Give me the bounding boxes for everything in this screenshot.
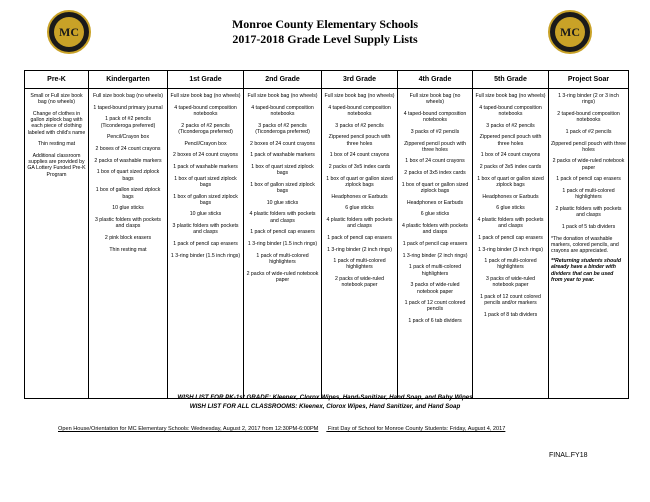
supply-column — [473, 89, 549, 399]
supply-item: 4 taped-bound composition notebooks — [403, 110, 467, 124]
supply-item: 1 box of 24 count crayons — [329, 152, 390, 159]
supply-item: 1 pack of pencil cap erasers — [250, 229, 315, 236]
column-heading: 1st Grade — [168, 71, 244, 89]
supply-item: Full size book bag (no wheels) — [475, 93, 546, 99]
column-heading: 5th Grade — [473, 71, 549, 89]
supply-item: 1 box of gallon sized ziplock bags — [95, 187, 161, 200]
supply-item: 1 box of quart sized ziplock bags — [96, 169, 160, 182]
supply-item: 1 3-ring binder (3 inch rings) — [478, 246, 543, 253]
supply-item: 4 taped-bound composition notebooks — [251, 104, 314, 117]
supply-item: 1 3-ring binder (1.5 inch rings) — [247, 241, 318, 248]
supply-item: Zippered pencil pouch with three holes — [551, 140, 626, 153]
supply-item: 3 packs of #2 pencils — [486, 122, 535, 129]
supply-item: 1 pack of 12 count colored pencils and/or markers — [480, 294, 541, 307]
supply-item: 3 packs of wide-ruled notebook paper — [410, 282, 460, 295]
supply-item: 2 packs of #2 pencils (Ticonderoga preferred) — [178, 122, 233, 135]
supply-item: 2 boxes of 24 count crayons — [173, 152, 238, 159]
supply-item: 1 pack of 6 tab dividers — [408, 318, 462, 325]
open-house-date: Open House/Orientation for MC Elementary Schools: Wednesday, August 2, 2017 from 12:30PM-6:00PM — [58, 426, 319, 432]
supply-item: 6 glue sticks — [496, 205, 525, 212]
page-title — [0, 17, 650, 47]
supply-item: Full size book bag (no wheels) — [324, 93, 395, 99]
supply-item: 3 packs of #2 pencils (Ticonderoga preferred) — [255, 122, 310, 135]
supply-item: 1 pack of multi-colored highlighters — [484, 258, 537, 271]
column-heading: 2nd Grade — [244, 71, 322, 89]
column-heading: Pre-K — [25, 71, 89, 89]
supply-item: 1 pack of washable markers — [173, 163, 238, 170]
supply-column — [168, 89, 244, 399]
supply-item: 1 box of 24 count crayons — [480, 152, 541, 159]
supply-item: 1 pack of #2 pencils — [565, 128, 612, 135]
supply-item: 3 plastic folders with pockets and clasps — [94, 216, 162, 230]
seal-monogram: MC — [54, 17, 84, 47]
supply-item: 1 box of gallon sized ziplock bags — [173, 193, 238, 206]
supply-item: 10 glue sticks — [266, 199, 299, 206]
supply-item: Headphones or Earbuds — [406, 199, 464, 206]
supply-item: Change of clothes in gallon ziplock bag with each piece of clothing labeled with child's name — [27, 110, 86, 136]
header-row — [25, 71, 629, 89]
supply-item: Pencil/Crayon box — [106, 134, 150, 141]
supply-item: 1 pack of 8 tab dividers — [483, 311, 538, 318]
supply-item: Small or Full size book bag (no wheels) — [30, 93, 83, 106]
supply-column — [89, 89, 168, 399]
supply-item: 4 taped-bound composition notebooks — [328, 104, 391, 117]
supply-item: 2 pink block erasers — [104, 234, 152, 241]
supply-item: 2 packs of wide-ruled notebook paper — [334, 276, 385, 289]
supply-item: 3 plastic folders with pockets and clasps — [172, 223, 239, 236]
supply-item: 6 glue sticks — [420, 211, 450, 218]
supply-item: 1 pack of pencil cap erasers — [478, 234, 543, 241]
supply-item: 1 pack of multi-colored highlighters — [256, 252, 309, 265]
supply-item: Thin resting mat — [109, 246, 147, 253]
supply-item: 1 box of quart or gallon sized ziplock bags — [477, 175, 544, 188]
supply-item: 4 plastic folders with pockets and clasps — [477, 216, 544, 230]
supply-item: 1 3-ring binder (1.5 inch rings) — [170, 252, 241, 259]
supply-item: 2 packs of 3x5 index cards — [328, 163, 391, 170]
supply-item: Headphones or Earbuds — [331, 193, 388, 200]
donation-note: *The donation of washable markers, colored pencils, and crayons are appreciated. — [551, 235, 619, 254]
supply-item: 3 packs of #2 pencils — [335, 122, 384, 129]
supply-item: 4 plastic folders with pockets and clasps — [326, 216, 393, 230]
column-heading: Project Soar — [549, 71, 629, 89]
supply-item: 2 boxes of 24 count crayons — [95, 146, 161, 153]
supply-item: 2 packs of wide-ruled notebook paper — [246, 270, 319, 283]
supply-item: Headphones or Earbuds — [482, 193, 539, 200]
supply-item: 1 box of quart sized ziplock bags — [174, 175, 237, 188]
title-line-1: Monroe County Elementary Schools — [231, 17, 419, 31]
supply-item: 10 glue sticks — [112, 205, 144, 212]
supply-column — [25, 89, 89, 399]
supply-item: Zippered pencil pouch with three holes — [328, 134, 391, 147]
supply-item: 1 pack of pencil cap erasers — [173, 241, 238, 248]
supply-column — [244, 89, 322, 399]
important-dates — [58, 426, 513, 432]
supply-item: 1 pack of pencil cap erasers — [327, 234, 392, 241]
supply-item: Thin resting mat — [37, 141, 76, 148]
supply-item: 1 pack of multi-colored highlighters — [562, 188, 615, 201]
supply-item: 1 pack of 12 count colored pencils — [404, 300, 466, 313]
supply-item: 10 glue sticks — [189, 211, 222, 218]
supply-item: 2 packs of 3x5 index cards — [404, 170, 466, 177]
supply-item: 1 pack of 5 tab dividers — [561, 223, 616, 230]
supply-item: 2 taped-bound composition notebooks — [557, 110, 620, 124]
supply-item: Zippered pencil pouch with three holes — [404, 140, 466, 153]
supply-item: 1 pack of pencil cap erasers — [556, 176, 621, 183]
column-heading: 4th Grade — [398, 71, 473, 89]
supply-column — [322, 89, 398, 399]
supply-item: Zippered pencil pouch with three holes — [479, 134, 542, 147]
supply-item: 4 taped-bound composition notebooks — [479, 104, 542, 117]
supply-table — [24, 70, 629, 399]
supply-item: 1 box of quart or gallon sized ziplock bags — [326, 175, 393, 188]
supply-item: Additional classroom supplies are provided by GA Lottery Funded Pre-K Program — [27, 152, 86, 178]
supply-item: 1 pack of pencil cap erasers — [402, 241, 468, 248]
supply-item: 3 packs of #2 pencils — [410, 128, 460, 135]
supply-item: 2 plastic folders with pockets and clasps — [555, 205, 622, 219]
supply-item: 1 pack of washable markers — [250, 152, 315, 159]
supply-item: 2 packs of wide-ruled notebook paper — [552, 158, 625, 171]
supply-item: 1 pack of multi-colored highlighters — [408, 264, 462, 277]
supply-item: Full size book bag (no wheels) — [92, 93, 164, 99]
supply-item: 1 3-ring binder (2 inch rings) — [402, 252, 468, 259]
supply-item: 1 box of gallon sized ziplock bags — [250, 181, 315, 195]
supply-item: 3 packs of wide-ruled notebook paper — [485, 276, 536, 289]
supply-item: 1 3-ring binder (2 or 3 inch rings) — [558, 93, 619, 106]
document-code: FINAL.FY18 — [549, 452, 588, 459]
seal-monogram: MC — [555, 17, 585, 47]
supply-item: 6 glue sticks — [345, 205, 374, 212]
supply-item: 1 box of quart sized ziplock bags — [251, 163, 314, 177]
supply-item: Full size book bag (no wheels) — [409, 93, 461, 106]
supply-row — [25, 89, 629, 399]
supply-column — [398, 89, 473, 399]
supply-item: 1 taped-bound primary journal — [93, 104, 163, 111]
supply-item: 2 boxes of 24 count crayons — [250, 140, 315, 147]
title-line-2: 2017-2018 Grade Level Supply Lists — [232, 32, 418, 46]
first-day-date: First Day of School for Monroe County Students: Friday, August 4, 2017 — [327, 426, 506, 432]
supply-item: 1 pack of multi-colored highlighters — [333, 258, 386, 271]
supply-item: Full size book bag (no wheels) — [247, 93, 318, 99]
supply-column — [549, 89, 629, 399]
supply-item: Full size book bag (no wheels) — [170, 93, 241, 99]
wish-list-pk1: WISH LIST FOR PK-1st GRADE: Kleenex, Clorox Wipes, Hand-Sanitizer, Hand Soap, and Baby Wipes — [177, 394, 473, 401]
column-heading: 3rd Grade — [322, 71, 398, 89]
returning-students-note: **Returning students should already have a binder with dividers that can be used from year to year. — [551, 258, 622, 283]
column-heading: Kindergarten — [89, 71, 168, 89]
supply-item: 1 3-ring binder (2 inch rings) — [327, 246, 392, 253]
supply-item: 4 taped-bound composition notebooks — [174, 104, 237, 117]
supply-item: 2 packs of washable markers — [94, 157, 162, 164]
supply-item: 2 packs of 3x5 index cards — [479, 163, 542, 170]
supply-item: 1 pack of #2 pencils (Ticonderoga preferred) — [100, 116, 156, 129]
supply-item: 1 box of quart or gallon sized ziplock bags — [401, 181, 469, 195]
supply-item: Pencil/Crayon box — [184, 140, 227, 147]
supply-item: 4 plastic folders with pockets and clasps — [401, 223, 469, 236]
wish-list-all: WISH LIST FOR ALL CLASSROOMS: Kleenex, Clorox Wipes, Hand Sanitizer, and Hand Soap — [189, 403, 461, 410]
supply-item: 4 plastic folders with pockets and clasps — [249, 211, 316, 224]
supply-item: 1 box of 24 count crayons — [405, 158, 465, 165]
